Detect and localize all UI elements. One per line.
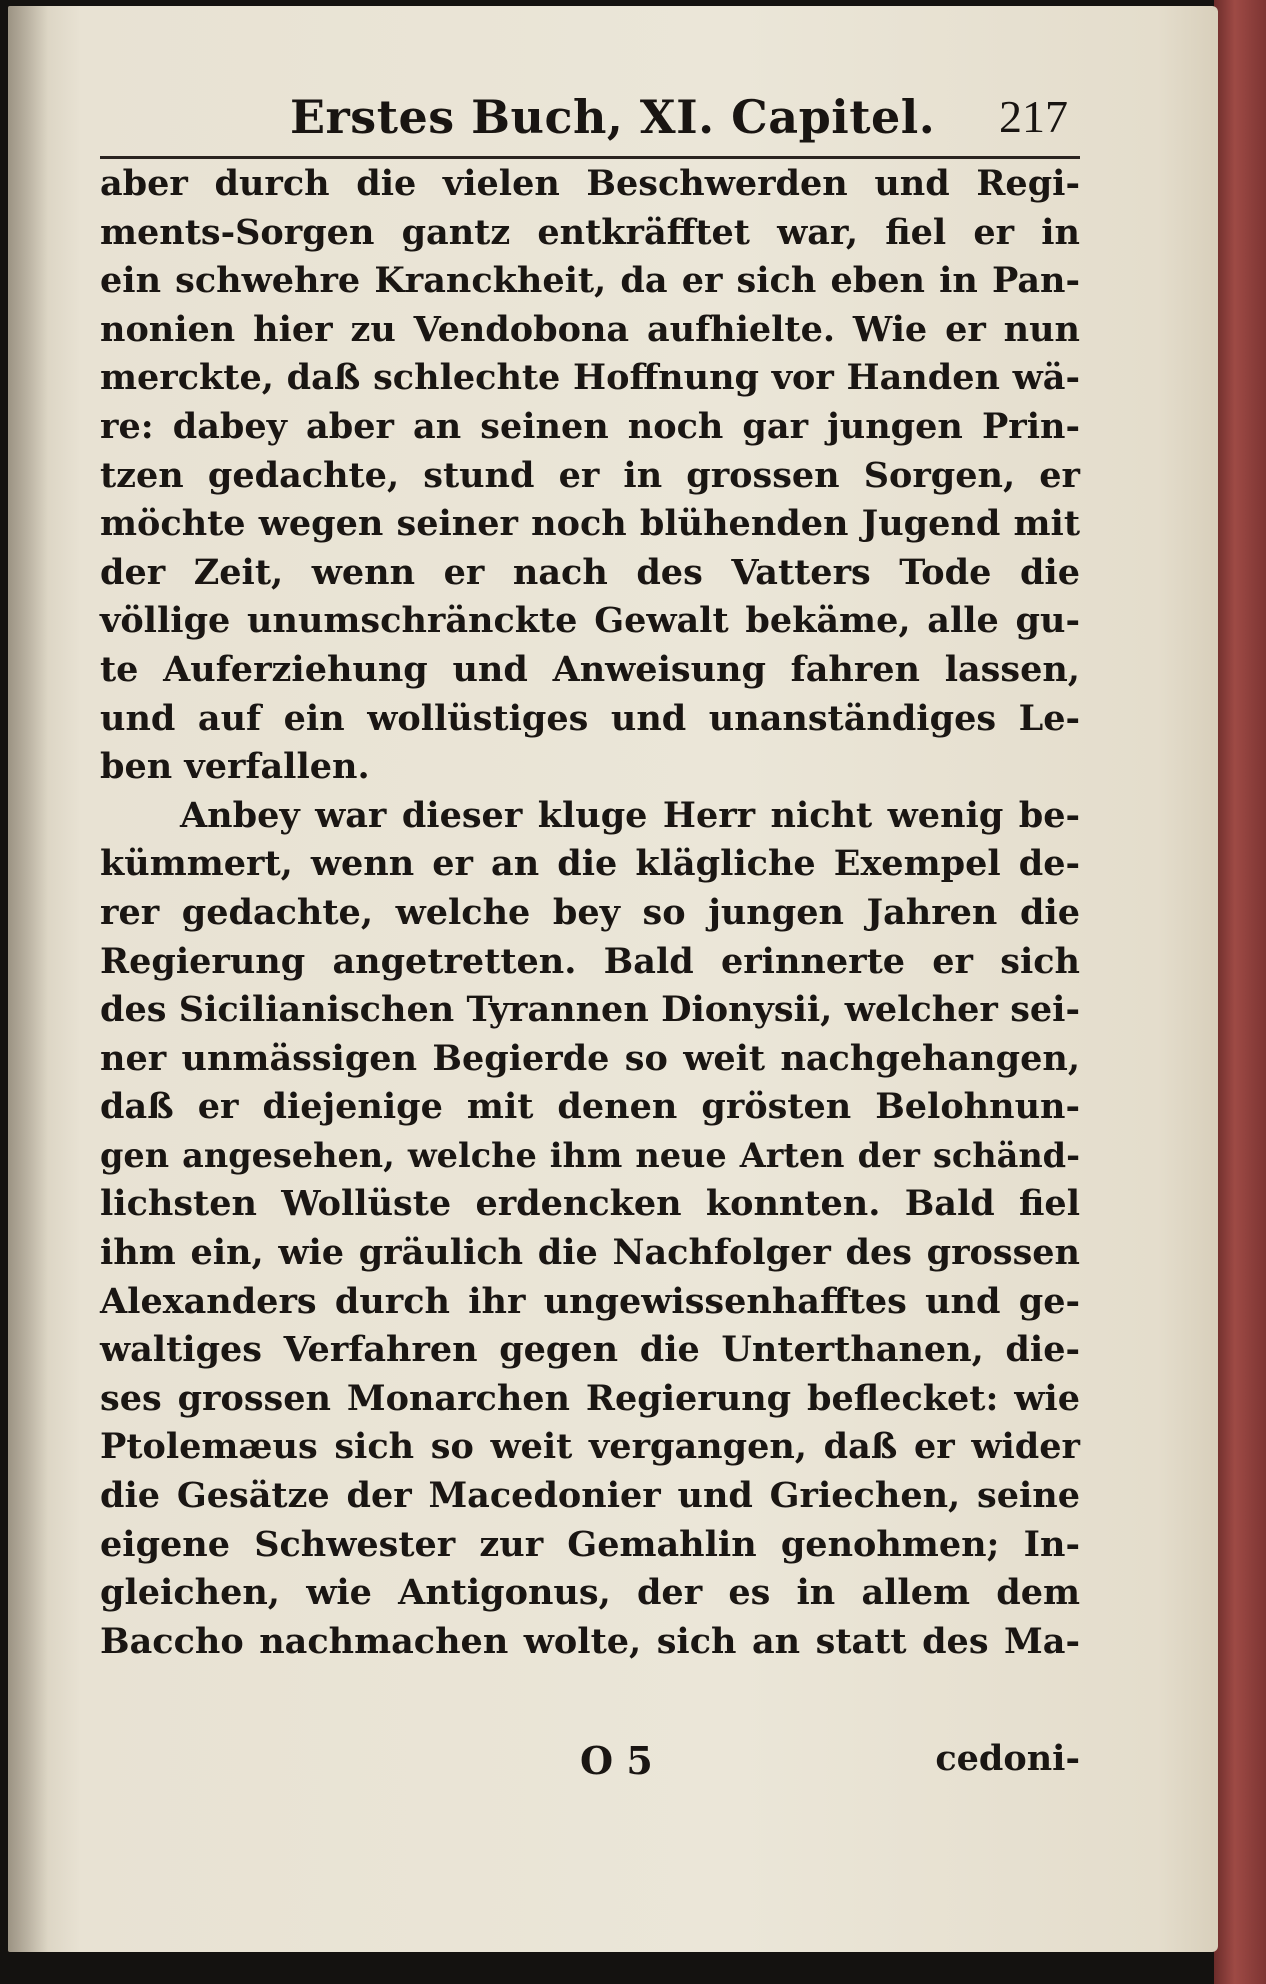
text-line: kümmert, wenn er an die klägliche Exempel de-	[100, 843, 1080, 885]
text-line: Alexanders durch ihr ungewissenhafftes und ge-	[100, 1280, 1080, 1322]
text-line: aber durch die vielen Beschwerden und Regi-	[100, 163, 1080, 204]
running-head: Erstes Buch, XI. Capitel.	[290, 90, 936, 144]
text-line: re: dabey aber an seinen noch gar jungen Prin-	[100, 405, 1080, 447]
text-line: die Gesätze der Macedonier und Griechen, seine	[100, 1475, 1080, 1517]
text-line: und auf ein wollüstiges und unanständiges Le-	[100, 697, 1080, 739]
body-text	[100, 160, 1080, 1666]
catchword: cedoni-	[935, 1738, 1080, 1779]
text-line: der Zeit, wenn er nach des Vatters Tode die	[100, 551, 1080, 593]
text-line: Regierung angetretten. Bald erinnerte er sich	[100, 940, 1080, 982]
text-line: Ptolemæus sich so weit vergangen, daß er wider	[100, 1426, 1080, 1468]
signature-mark: O 5	[580, 1738, 653, 1783]
text-line: ben verfallen.	[100, 746, 370, 788]
text-line: nonien hier zu Vendobona aufhielte. Wie er nun	[100, 308, 1080, 350]
page-header	[100, 90, 1080, 154]
spine-shadow	[8, 6, 48, 1952]
text-line: möchte wegen seiner noch blühenden Jugend mit	[100, 503, 1080, 545]
page-number: 217	[999, 91, 1068, 142]
text-line: lichsten Wollüste erdencken konnten. Bald fiel	[100, 1183, 1080, 1225]
text-line: ments-Sorgen gantz entkräfftet war, fiel er in	[100, 211, 1080, 253]
text-line: ein schwehre Kranckheit, da er sich eben in Pan-	[100, 260, 1080, 302]
text-line: Baccho nachmachen wolte, sich an statt des Ma-	[100, 1620, 1080, 1662]
text-line: daß er diejenige mit denen grösten Belohnun-	[100, 1086, 1080, 1128]
text-line: waltiges Verfahren gegen die Unterthanen, die-	[100, 1329, 1080, 1371]
text-line: ihm ein, wie gräulich die Nachfolger des grossen	[100, 1232, 1080, 1274]
text-line: gen angesehen, welche ihm neue Arten der schänd-	[100, 1135, 1080, 1175]
text-line: merckte, daß schlechte Hoffnung vor Handen wä-	[100, 357, 1080, 399]
text-line: Anbey war dieser kluge Herr nicht wenig be-	[180, 794, 1080, 836]
text-line: gleichen, wie Antigonus, der es in allem dem	[100, 1572, 1080, 1614]
text-line: te Auferziehung und Anweisung fahren lassen,	[100, 648, 1080, 690]
text-line: des Sicilianischen Tyrannen Dionysii, welcher sei-	[100, 989, 1080, 1031]
text-line: ner unmässigen Begierde so weit nachgehangen,	[100, 1037, 1080, 1079]
text-line: völlige unumschränckte Gewalt bekäme, alle gu-	[100, 600, 1080, 642]
page-footer	[100, 1738, 1080, 1794]
text-line: eigene Schwester zur Gemahlin genohmen; In-	[100, 1523, 1080, 1565]
page-edge-right	[1214, 0, 1266, 1984]
header-rule	[100, 156, 1080, 159]
text-line: rer gedachte, welche bey so jungen Jahren die	[100, 891, 1080, 933]
text-line: tzen gedachte, stund er in grossen Sorgen, er	[100, 454, 1080, 496]
text-line: ses grossen Monarchen Regierung beflecket: wie	[100, 1377, 1080, 1419]
